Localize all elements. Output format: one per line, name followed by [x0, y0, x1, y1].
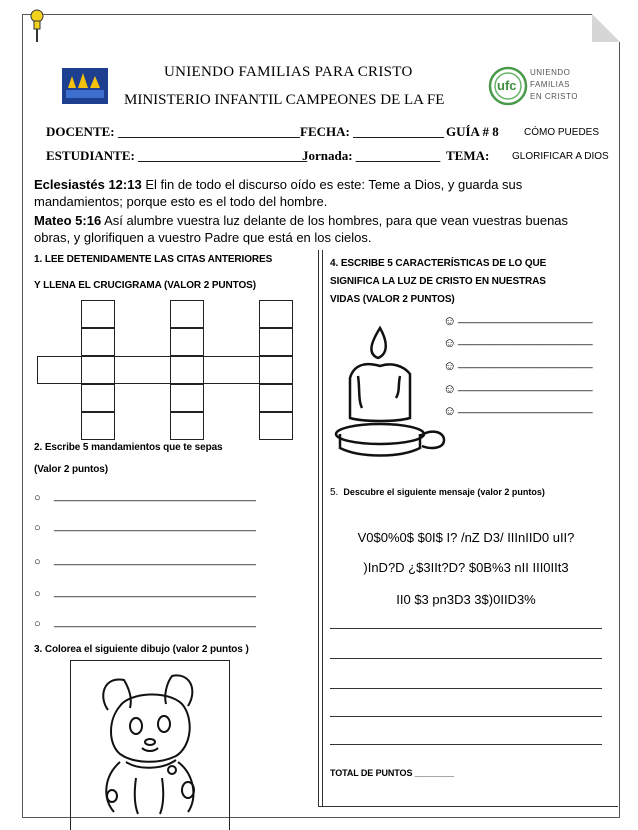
ufc-logo-text-1: UNIENDO — [530, 68, 571, 77]
crossword-cell[interactable] — [81, 328, 115, 356]
smiley-icon: ☺ — [443, 403, 457, 418]
total-points: TOTAL DE PUNTOS ________ — [330, 768, 454, 778]
section5-title: Descubre el siguiente mensaje (valor 2 puntos) — [343, 487, 545, 497]
crossword-cell[interactable] — [81, 356, 115, 384]
crossword-cell[interactable] — [170, 384, 204, 412]
crossword-cell[interactable] — [81, 412, 115, 440]
list-bullet: ○ — [34, 522, 41, 534]
answer-line[interactable]: _________________________________ — [54, 520, 256, 532]
crossword-cell[interactable] — [170, 328, 204, 356]
answer-line[interactable]: ______________________ — [458, 334, 593, 346]
verse-mateo — [34, 212, 594, 246]
crossword-cell[interactable] — [170, 356, 204, 384]
answer-line[interactable]: ______________________ — [458, 380, 593, 392]
docente-field: DOCENTE: ____________________________ — [46, 124, 300, 139]
page-title: UNIENDO FAMILIAS PARA CRISTO — [164, 64, 413, 80]
answer-rule[interactable] — [330, 658, 602, 659]
pushpin-icon — [28, 8, 46, 44]
candle-drawing — [330, 318, 450, 468]
answer-line[interactable]: _________________________________ — [54, 586, 256, 598]
answer-line[interactable]: ______________________ — [458, 357, 593, 369]
verse-ref: Eclesiastés 12:13 — [34, 177, 142, 192]
crossword-cell[interactable] — [37, 356, 82, 384]
answer-rule[interactable] — [330, 688, 602, 689]
fecha-field: FECHA: ______________ — [300, 124, 445, 139]
answer-line[interactable]: _________________________________ — [54, 616, 256, 628]
section4-heading-line3: VIDAS (VALOR 2 PUNTOS) — [330, 294, 455, 305]
smiley-icon: ☺ — [443, 381, 457, 396]
campeones-logo — [62, 68, 108, 104]
guia-number: GUÍA # 8 — [446, 124, 499, 139]
answer-line[interactable]: _________________________________ — [54, 554, 256, 566]
column-divider — [318, 250, 319, 806]
coded-message-line: V0$0%0$ $0I$ I? /nZ D3/ IIInIID0 uII? — [357, 530, 575, 545]
crossword-cell[interactable] — [259, 300, 293, 328]
bottom-rule — [318, 806, 618, 807]
section4-heading: 4. ESCRIBE 5 CARACTERÍSTICAS DE LO QUE — [330, 258, 547, 269]
list-bullet: ○ — [34, 588, 41, 600]
answer-line[interactable]: ______________________ — [458, 402, 593, 414]
crossword-cell[interactable] — [259, 412, 293, 440]
section1-subheading: Y LLENA EL CRUCIGRAMA (VALOR 2 PUNTOS) — [34, 280, 256, 291]
page-fold-corner — [592, 14, 620, 42]
ufc-logo-mark: ufc — [497, 78, 517, 93]
estudiante-field: ESTUDIANTE: __________________________ — [46, 148, 308, 163]
section5-number: 5. — [330, 487, 339, 498]
crossword-cell[interactable] — [259, 356, 293, 384]
crossword-cell[interactable] — [170, 412, 204, 440]
column-divider-2 — [322, 250, 323, 806]
section1-heading: 1. LEE DETENIDAMENTE LAS CITAS ANTERIORES — [34, 254, 273, 265]
answer-rule[interactable] — [330, 716, 602, 717]
smiley-icon: ☺ — [443, 335, 457, 350]
verse-text: El fin de todo el discurso oído es este: Teme a Dios, y guarda sus mandamientos; porque esto es el todo del hombre. — [34, 177, 523, 209]
section2-subheading: (Valor 2 puntos) — [34, 464, 108, 475]
puppy-coloring-drawing[interactable] — [90, 666, 212, 816]
ufc-logo-text-2: FAMILIAS — [530, 80, 571, 89]
answer-rule[interactable] — [330, 628, 602, 629]
tema-label: TEMA: — [446, 148, 490, 163]
smiley-icon: ☺ — [443, 313, 457, 328]
answer-line[interactable]: _________________________________ — [54, 490, 256, 502]
crossword-cell[interactable] — [203, 356, 260, 384]
crossword-cell[interactable] — [259, 384, 293, 412]
answer-line[interactable]: ______________________ — [458, 312, 593, 324]
ufc-logo-text-3: EN CRISTO — [530, 92, 578, 101]
crossword-cell[interactable] — [81, 300, 115, 328]
answer-rule[interactable] — [330, 744, 602, 745]
tema-value-line2: GLORIFICAR A DIOS — [512, 151, 609, 162]
section4-heading-line2: SIGNIFICA LA LUZ DE CRISTO EN NUESTRAS — [330, 276, 546, 287]
section5-heading — [330, 487, 545, 498]
crossword-cell[interactable] — [81, 384, 115, 412]
section3-heading: 3. Colorea el siguiente dibujo (valor 2 puntos ) — [34, 644, 249, 655]
smiley-icon: ☺ — [443, 358, 457, 373]
list-bullet: ○ — [34, 492, 41, 504]
tema-value-line1: CÓMO PUEDES — [524, 127, 600, 138]
jornada-field: Jornada: _____________ — [302, 148, 441, 163]
crossword-cell[interactable] — [170, 300, 204, 328]
crossword-cell[interactable] — [114, 356, 171, 384]
coded-message-line: II0 $3 pn3D3 3$)0IID3% — [396, 592, 536, 607]
list-bullet: ○ — [34, 556, 41, 568]
verse-text: Así alumbre vuestra luz delante de los hombres, para que vean vuestras buenas obras, y glorifiquen a vuestro Padre que está en los cielos. — [34, 213, 569, 245]
coded-message-line: )InD?D ¿$3IIt?D? $0B%3 nII III0IIt3 — [363, 560, 569, 575]
verse-eclesiastes — [34, 176, 554, 210]
page-subtitle: MINISTERIO INFANTIL CAMPEONES DE LA FE — [124, 92, 445, 108]
verse-ref: Mateo 5:16 — [34, 213, 102, 228]
section2-heading: 2. Escribe 5 mandamientos que te sepas — [34, 442, 223, 453]
crossword-cell[interactable] — [259, 328, 293, 356]
list-bullet: ○ — [34, 618, 41, 630]
